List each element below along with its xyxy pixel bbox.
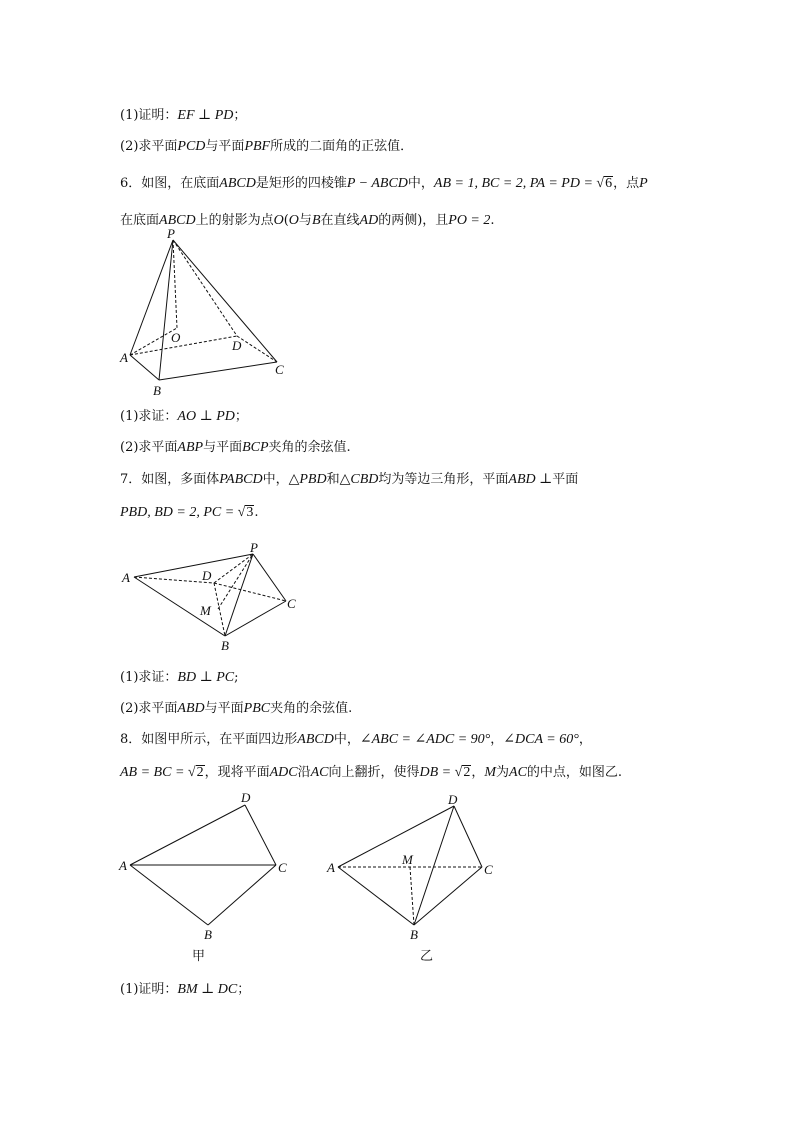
q6-line-2: 在底面ABCD上的射影为点O(O与B在直线AD的两侧)，且PO = 2. (120, 213, 495, 228)
q6-sub-2: (2)求平面ABP与平面BCP夹角的余弦值. (120, 440, 351, 455)
edge-AD (130, 805, 245, 865)
edge-DC (454, 806, 482, 867)
edge-PC (173, 240, 277, 362)
label-O: O (171, 330, 181, 345)
edge-PO (173, 240, 177, 328)
q8-line-1: 8．如图甲所示，在平面四边形ABCD中，∠ABC = ∠ADC = 90°，∠DCA = 60°， (120, 732, 592, 747)
subq-2-prev: (2)求平面PCD与平面PBF所成的二面角的正弦值． (120, 139, 414, 154)
q7-line-1: 7．如图，多面体PABCD中，△PBD和△CBD均为等边三角形，平面ABD ⊥平面 (120, 472, 579, 487)
label-D: D (202, 568, 212, 583)
edge-AD (130, 336, 237, 355)
edge-DP (214, 554, 253, 583)
label-P: P (167, 226, 175, 241)
subq-1-prev: (1)证明：EF ⊥ PD； (120, 108, 247, 123)
edge-DC (245, 805, 276, 865)
edge-AB (134, 577, 225, 636)
label-M: M (402, 852, 413, 867)
edge-MB (410, 867, 414, 925)
edge-BC (159, 362, 277, 380)
label-C: C (275, 362, 284, 377)
figure-8-yi (324, 788, 514, 968)
q8-sub-1: (1)证明：BM ⊥ DC； (120, 982, 251, 997)
label-C: C (287, 596, 296, 611)
figure-8-jia (116, 788, 306, 968)
q7-sub-1: (1)求证：BD ⊥ PC; (120, 670, 239, 685)
label-D: D (241, 790, 251, 805)
edge-AO (130, 328, 177, 355)
caption-jia: 甲 (192, 949, 206, 964)
label-B: B (204, 927, 212, 942)
label-A: A (119, 858, 127, 873)
label-A: A (120, 350, 128, 365)
edge-BC (225, 601, 286, 636)
edge-MP (218, 554, 253, 609)
edge-DB (214, 583, 225, 636)
label-A: A (122, 570, 130, 585)
figure-6-pyramid (115, 228, 295, 400)
edge-PB (225, 554, 253, 636)
edge-BC (208, 865, 276, 925)
edge-PA (130, 240, 173, 355)
q8-line-2: AB = BC = √2，现将平面ADC沿AC向上翻折，使得DB = √2，M为AC的中点，如图乙. (120, 765, 623, 780)
label-A: A (327, 860, 335, 875)
q7-line-2: PBD, BD = 2, PC = √3. (120, 505, 259, 520)
q6-line-1: 6．如图，在底面ABCD是矩形的四棱锥P − ABCD中，AB = 1, BC = 2, PA = PD = √6，点P (120, 176, 648, 191)
edge-PB (159, 240, 173, 380)
edge-AP (134, 554, 253, 577)
edge-DC (237, 336, 277, 362)
label-B: B (221, 638, 229, 653)
label-P: P (250, 540, 258, 555)
label-B: B (153, 383, 161, 398)
q7-sub-2: (2)求平面ABD与平面PBC夹角的余弦值. (120, 701, 353, 716)
label-D: D (448, 792, 458, 807)
edge-AB (338, 867, 414, 925)
label-D: D (232, 338, 242, 353)
edge-AB (130, 865, 208, 925)
label-C: C (278, 860, 287, 875)
q6-sub-1: (1)求证：AO ⊥ PD； (120, 409, 248, 424)
label-M: M (200, 603, 211, 618)
caption-yi: 乙 (420, 949, 434, 964)
label-C: C (484, 862, 493, 877)
figure-7-polyhedron (118, 538, 308, 656)
label-B: B (410, 927, 418, 942)
edge-AB (130, 355, 159, 380)
edge-PD (173, 240, 237, 336)
